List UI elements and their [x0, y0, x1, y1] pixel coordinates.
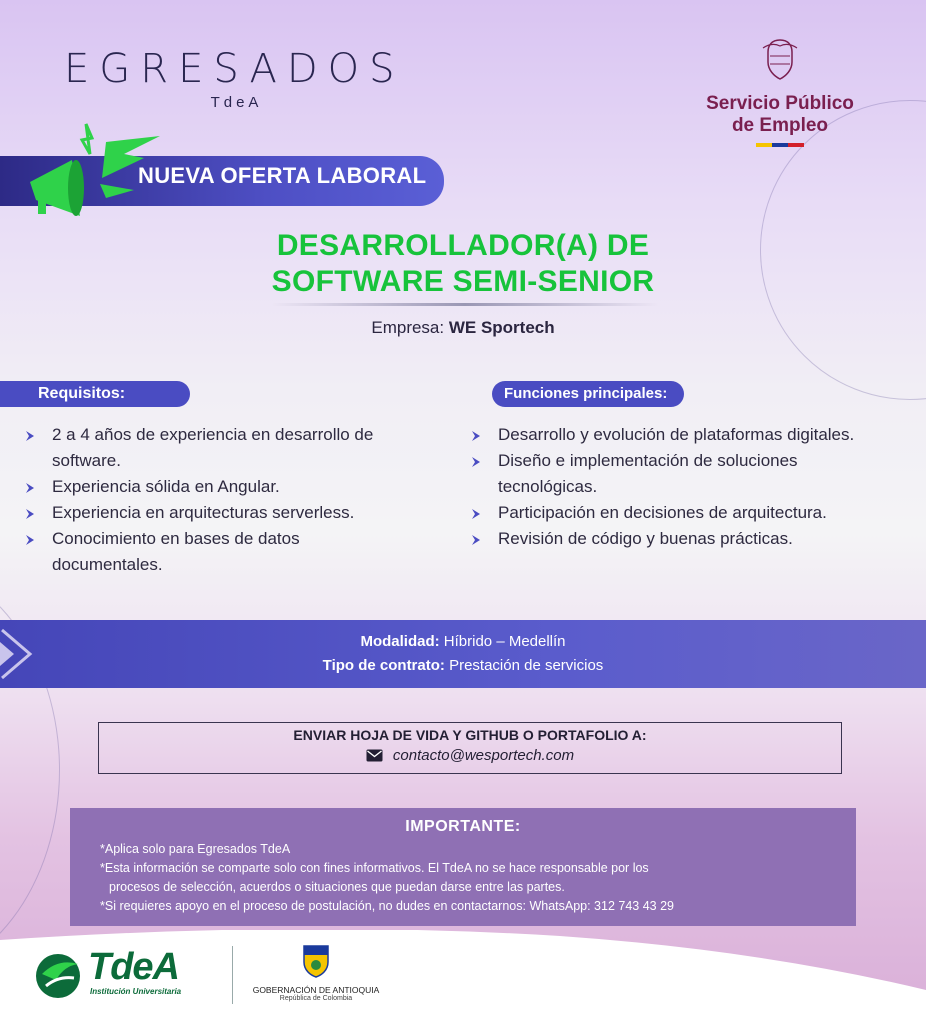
coat-of-arms-icon — [760, 36, 800, 82]
tdea-logo — [34, 946, 224, 1000]
list-item: Experiencia sólida en Angular. — [24, 474, 404, 500]
brand-subtitle: TdeA — [210, 94, 263, 111]
company-label: Empresa: — [371, 318, 445, 337]
list-item: Desarrollo y evolución de plataformas digitales. — [470, 422, 890, 448]
important-line: *Si requieres apoyo en el proceso de postulación, no dudes en contactarnos: WhatsApp: 312 743 43 29 — [100, 899, 674, 913]
servicio-publico-logo — [690, 36, 870, 147]
gobernacion-logo — [246, 944, 386, 1002]
chevron-right-icon — [24, 430, 36, 442]
company-name: WE Sportech — [448, 318, 555, 337]
send-box — [98, 722, 842, 774]
colombia-flag-bar — [756, 143, 804, 147]
tdea-emblem-icon — [34, 950, 84, 1000]
modalidad-value: Híbrido – Medellín — [443, 633, 566, 650]
egresados-logo — [64, 46, 409, 111]
brand-wordmark: EGRESADOS — [64, 46, 405, 92]
tdea-subtitle: Institución Universitaria — [90, 987, 182, 996]
list-item: Diseño e implementación de soluciones tecnológicas. — [470, 448, 890, 500]
contrato-line — [0, 657, 926, 674]
list-item: 2 a 4 años de experiencia en desarrollo de software. — [24, 422, 404, 474]
mail-icon — [366, 749, 383, 762]
modalidad-label: Modalidad: — [360, 633, 440, 650]
important-line: *Esta información se comparte solo con fines informativos. El TdeA no se hace responsable por los — [100, 861, 649, 875]
funciones-list — [470, 422, 890, 552]
spe-line-1: Servicio Público — [706, 93, 854, 114]
chevron-right-icon — [470, 534, 482, 546]
contrato-label: Tipo de contrato: — [322, 657, 445, 674]
gobernacion-name: GOBERNACIÓN DE ANTIOQUIA — [252, 985, 380, 995]
email-line — [99, 747, 841, 764]
important-title: IMPORTANTE: — [405, 818, 521, 835]
banner-title: NUEVA OFERTA LABORAL — [138, 163, 427, 188]
list-item: Conocimiento en bases de datos documentales. — [24, 526, 404, 578]
antioquia-shield-icon — [301, 944, 331, 978]
important-line: procesos de selección, acuerdos o situaciones que puedan darse entre las partes. — [109, 880, 565, 894]
send-title: ENVIAR HOJA DE VIDA Y GITHUB O PORTAFOLIO A: — [293, 727, 647, 743]
spe-line-2: de Empleo — [731, 115, 829, 136]
job-title — [0, 228, 926, 300]
title-underline — [272, 303, 658, 306]
requisitos-list — [24, 422, 404, 578]
company-line — [0, 318, 926, 338]
footer-divider — [232, 946, 233, 1004]
details-band — [0, 620, 926, 688]
modalidad-line — [0, 633, 926, 650]
job-title-line-1: DESARROLLADOR(A) DE — [276, 229, 650, 262]
email-link[interactable]: contacto@wesportech.com — [392, 747, 575, 764]
funciones-heading: Funciones principales: — [492, 381, 684, 407]
chevron-right-icon — [470, 430, 482, 442]
list-item: Revisión de código y buenas prácticas. — [470, 526, 890, 552]
important-list — [100, 840, 840, 916]
important-line: *Aplica solo para Egresados TdeA — [100, 842, 291, 856]
chevron-right-icon — [24, 508, 36, 520]
chevron-right-icon — [470, 456, 482, 468]
gobernacion-subtitle: República de Colombia — [279, 995, 353, 1002]
job-title-line-2: SOFTWARE SEMI-SENIOR — [271, 265, 655, 298]
tdea-wordmark: TdeA — [88, 946, 179, 988]
requisitos-heading: Requisitos: — [0, 381, 190, 407]
important-box — [70, 808, 856, 926]
list-item: Participación en decisiones de arquitectura. — [470, 500, 890, 526]
list-item: Experiencia en arquitecturas serverless. — [24, 500, 404, 526]
chevron-right-icon — [24, 534, 36, 546]
chevron-right-icon — [470, 508, 482, 520]
contrato-value: Prestación de servicios — [449, 657, 604, 674]
chevron-right-icon — [24, 482, 36, 494]
